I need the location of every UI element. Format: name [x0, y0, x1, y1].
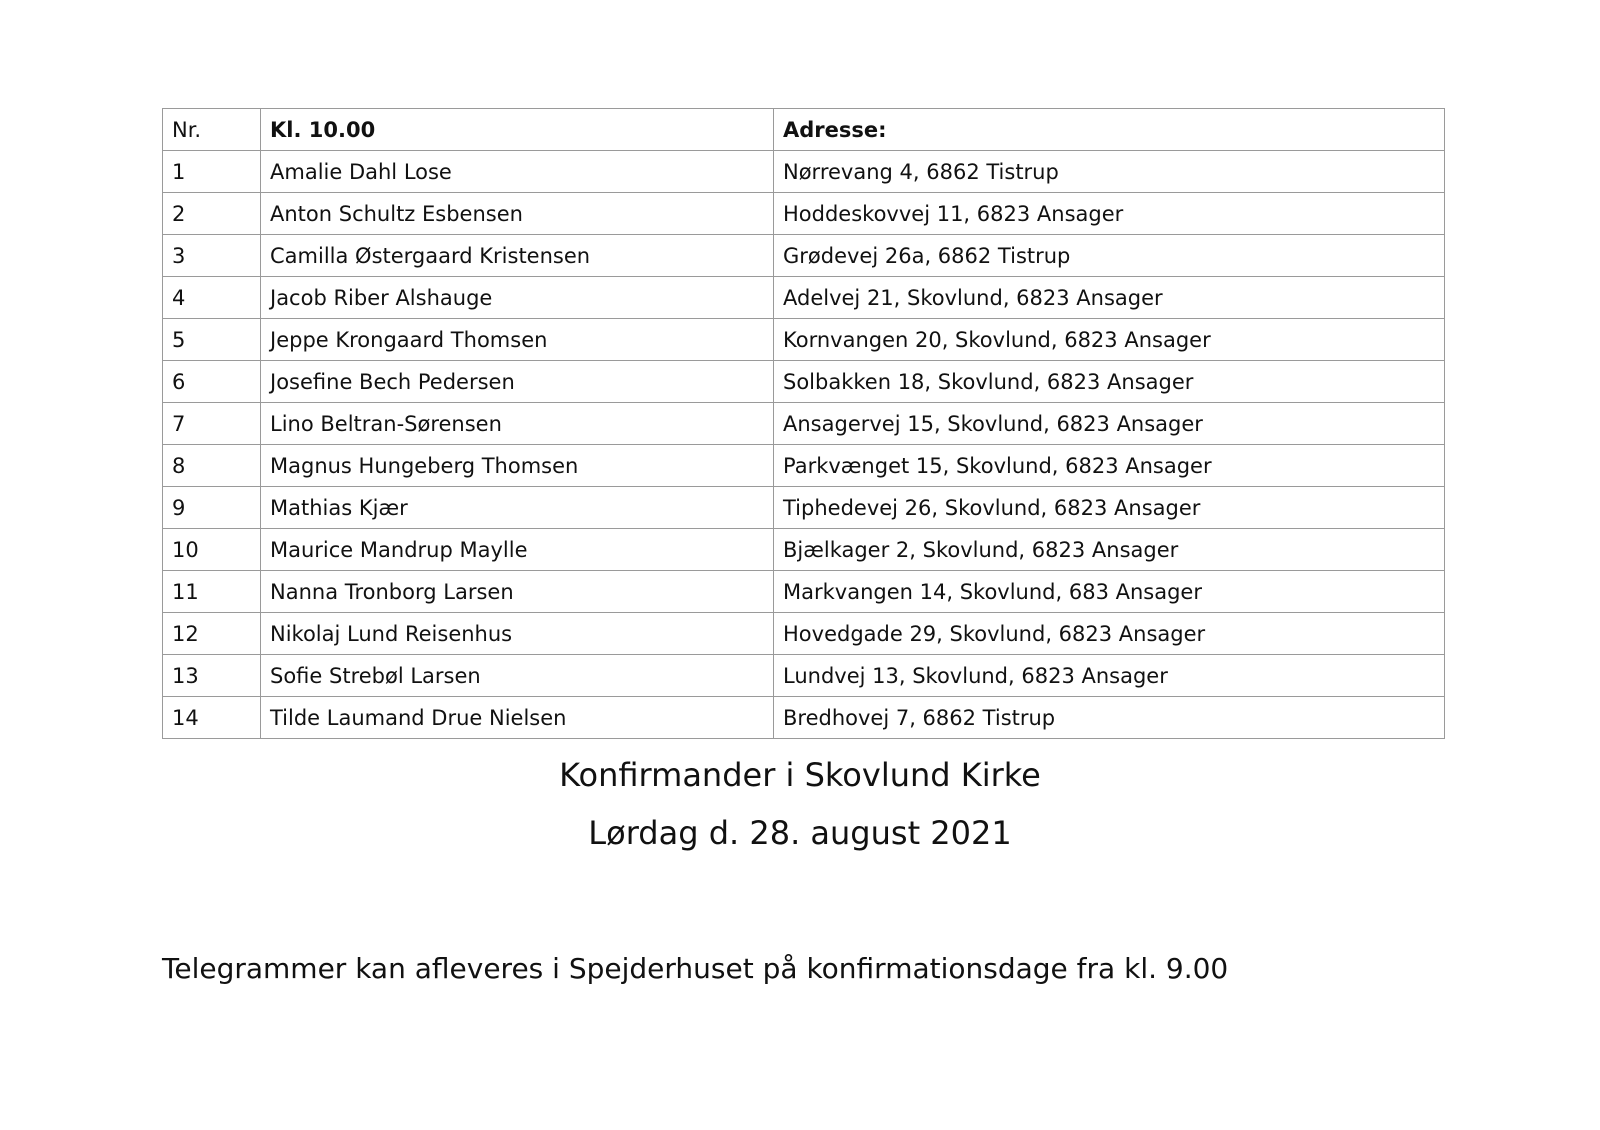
page-date: Lørdag d. 28. august 2021	[588, 814, 1012, 852]
row-name: Jacob Riber Alshauge	[261, 277, 774, 319]
header-nr: Nr.	[163, 109, 261, 151]
row-address: Bredhovej 7, 6862 Tistrup	[774, 697, 1445, 739]
row-name: Anton Schultz Esbensen	[261, 193, 774, 235]
table-row	[163, 319, 1445, 361]
row-name: Nanna Tronborg Larsen	[261, 571, 774, 613]
table-row	[163, 571, 1445, 613]
row-address: Nørrevang 4, 6862 Tistrup	[774, 151, 1445, 193]
row-nr: 10	[163, 529, 261, 571]
row-nr: 3	[163, 235, 261, 277]
row-nr: 6	[163, 361, 261, 403]
row-name: Maurice Mandrup Maylle	[261, 529, 774, 571]
row-address: Grødevej 26a, 6862 Tistrup	[774, 235, 1445, 277]
table-row	[163, 445, 1445, 487]
confirmands-table	[162, 108, 1445, 739]
row-name: Amalie Dahl Lose	[261, 151, 774, 193]
row-nr: 9	[163, 487, 261, 529]
table-row	[163, 655, 1445, 697]
row-address: Markvangen 14, Skovlund, 683 Ansager	[774, 571, 1445, 613]
page-title: Konfirmander i Skovlund Kirke	[559, 756, 1041, 794]
row-nr: 7	[163, 403, 261, 445]
row-nr: 4	[163, 277, 261, 319]
table-row	[163, 277, 1445, 319]
row-name: Magnus Hungeberg Thomsen	[261, 445, 774, 487]
table-row	[163, 403, 1445, 445]
row-address: Bjælkager 2, Skovlund, 6823 Ansager	[774, 529, 1445, 571]
row-name: Sofie Strebøl Larsen	[261, 655, 774, 697]
row-name: Jeppe Krongaard Thomsen	[261, 319, 774, 361]
table-row	[163, 529, 1445, 571]
row-address: Kornvangen 20, Skovlund, 6823 Ansager	[774, 319, 1445, 361]
row-name: Nikolaj Lund Reisenhus	[261, 613, 774, 655]
row-nr: 1	[163, 151, 261, 193]
table-body	[163, 151, 1445, 739]
row-name: Mathias Kjær	[261, 487, 774, 529]
row-nr: 5	[163, 319, 261, 361]
row-name: Lino Beltran-Sørensen	[261, 403, 774, 445]
row-nr: 13	[163, 655, 261, 697]
row-address: Hovedgade 29, Skovlund, 6823 Ansager	[774, 613, 1445, 655]
row-nr: 14	[163, 697, 261, 739]
table-row	[163, 193, 1445, 235]
table-row	[163, 613, 1445, 655]
table-row	[163, 151, 1445, 193]
table-row	[163, 361, 1445, 403]
row-address: Hoddeskovvej 11, 6823 Ansager	[774, 193, 1445, 235]
row-address: Tiphedevej 26, Skovlund, 6823 Ansager	[774, 487, 1445, 529]
header-address: Adresse:	[774, 109, 1445, 151]
row-nr: 11	[163, 571, 261, 613]
row-address: Ansagervej 15, Skovlund, 6823 Ansager	[774, 403, 1445, 445]
table-row	[163, 235, 1445, 277]
row-address: Solbakken 18, Skovlund, 6823 Ansager	[774, 361, 1445, 403]
row-address: Adelvej 21, Skovlund, 6823 Ansager	[774, 277, 1445, 319]
table-row	[163, 487, 1445, 529]
telegram-note: Telegrammer kan afleveres i Spejderhuset på konfirmationsdage fra kl. 9.00	[162, 952, 1229, 985]
table-header-row	[163, 109, 1445, 151]
header-time: Kl. 10.00	[261, 109, 774, 151]
row-address: Lundvej 13, Skovlund, 6823 Ansager	[774, 655, 1445, 697]
row-nr: 8	[163, 445, 261, 487]
row-address: Parkvænget 15, Skovlund, 6823 Ansager	[774, 445, 1445, 487]
row-nr: 2	[163, 193, 261, 235]
row-name: Josefine Bech Pedersen	[261, 361, 774, 403]
row-name: Tilde Laumand Drue Nielsen	[261, 697, 774, 739]
table-row	[163, 697, 1445, 739]
row-name: Camilla Østergaard Kristensen	[261, 235, 774, 277]
row-nr: 12	[163, 613, 261, 655]
